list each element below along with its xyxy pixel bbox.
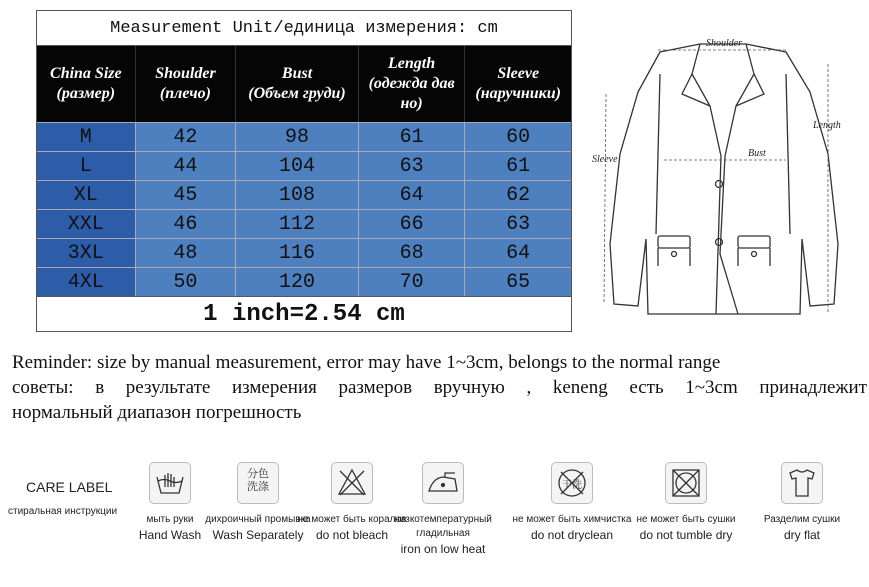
header-bust: Bust (Объем груди)	[235, 46, 358, 122]
no-bleach-icon	[331, 462, 373, 504]
cell-sleeve: 61	[464, 152, 571, 180]
care-en-label: do not tumble dry	[639, 528, 733, 542]
cell-length: 70	[358, 268, 465, 296]
care-en-label: do not dryclean	[530, 528, 614, 542]
cell-length: 61	[358, 123, 465, 151]
label-bust: Bust	[748, 148, 766, 159]
care-item-iron-low	[383, 462, 503, 558]
care-en-label: dry flat	[783, 528, 820, 542]
cell-sleeve: 65	[464, 268, 571, 296]
cell-size: 3XL	[37, 239, 135, 267]
cell-sleeve: 60	[464, 123, 571, 151]
cell-sleeve: 64	[464, 239, 571, 267]
cell-shoulder: 48	[135, 239, 236, 267]
cell-size: XXL	[37, 210, 135, 238]
inch-conversion: 1 inch=2.54 cm	[37, 296, 571, 331]
table-row	[37, 209, 571, 238]
no-tumble-dry-icon	[665, 462, 707, 504]
cell-length: 64	[358, 181, 465, 209]
label-shoulder: Shoulder	[706, 38, 743, 49]
cell-bust: 112	[235, 210, 358, 238]
cell-size: XL	[37, 181, 135, 209]
cell-size: 4XL	[37, 268, 135, 296]
measurement-unit-title: Measurement Unit/единица измерения: cm	[37, 11, 571, 46]
cell-bust: 120	[235, 268, 358, 296]
wash-separately-icon: 分色 洗涤	[237, 462, 279, 504]
care-ru-label: дихроичный промывка	[205, 514, 311, 525]
table-row	[37, 180, 571, 209]
care-label-subtitle: стиральная инструкции	[8, 506, 118, 517]
cell-shoulder: 44	[135, 152, 236, 180]
table-header	[37, 46, 571, 122]
cell-length: 68	[358, 239, 465, 267]
table-row	[37, 238, 571, 267]
jacket-diagram	[588, 34, 858, 319]
care-label-title: CARE LABEL	[26, 479, 113, 495]
care-item-dry-flat	[742, 462, 862, 544]
cell-shoulder: 50	[135, 268, 236, 296]
cell-shoulder: 42	[135, 123, 236, 151]
cell-sleeve: 62	[464, 181, 571, 209]
table-row	[37, 122, 571, 151]
care-item-no-tumble-dry	[626, 462, 746, 544]
jacket-illustration	[588, 34, 858, 319]
care-ru-label: мыть руки	[146, 514, 194, 525]
cell-length: 66	[358, 210, 465, 238]
hand-wash-icon	[149, 462, 191, 504]
care-ru-label: Разделим сушки	[763, 514, 841, 525]
care-en-label: do not bleach	[315, 528, 389, 542]
size-table	[36, 10, 572, 332]
dry-flat-icon	[781, 462, 823, 504]
iron-low-icon	[422, 462, 464, 504]
header-sleeve: Sleeve (наручники)	[464, 46, 571, 122]
header-length: Length (одежда дав но)	[358, 46, 465, 122]
cell-shoulder: 46	[135, 210, 236, 238]
reminder-line-en: Reminder: size by manual measurement, error may have 1~3cm, belongs to the normal range	[12, 352, 721, 373]
care-ru-label: не может быть коралов	[297, 514, 407, 525]
no-dryclean-icon: 干洗	[551, 462, 593, 504]
table-row	[37, 151, 571, 180]
reminder-text	[12, 350, 867, 425]
cell-size: L	[37, 152, 135, 180]
cell-bust: 116	[235, 239, 358, 267]
care-en-label: Hand Wash	[138, 528, 202, 542]
reminder-line-ru: советы: в результате измерения размеров вручную , keneng есть 1~3cm принадлежит	[12, 377, 867, 398]
label-sleeve: Sleeve	[592, 154, 618, 165]
care-ru-label: низкотемпературный гладильная	[394, 514, 492, 539]
reminder-line-ru-2: нормальный диапазон погрешность	[12, 402, 302, 423]
care-en-label: Wash Separately	[212, 528, 304, 542]
care-en-label: iron on low heat	[400, 542, 486, 556]
care-item-no-dryclean	[512, 462, 632, 544]
cell-bust: 98	[235, 123, 358, 151]
care-ru-label: не может быть сушки	[636, 514, 736, 525]
cell-size: M	[37, 123, 135, 151]
cell-sleeve: 63	[464, 210, 571, 238]
table-row	[37, 267, 571, 296]
cell-bust: 108	[235, 181, 358, 209]
care-ru-label: не может быть химчистка	[512, 514, 632, 525]
cell-bust: 104	[235, 152, 358, 180]
header-china-size: China Size (размер)	[50, 65, 122, 102]
cell-length: 63	[358, 152, 465, 180]
header-shoulder: Shoulder (плечо)	[135, 46, 236, 122]
cell-shoulder: 45	[135, 181, 236, 209]
label-length: Length	[813, 120, 841, 131]
